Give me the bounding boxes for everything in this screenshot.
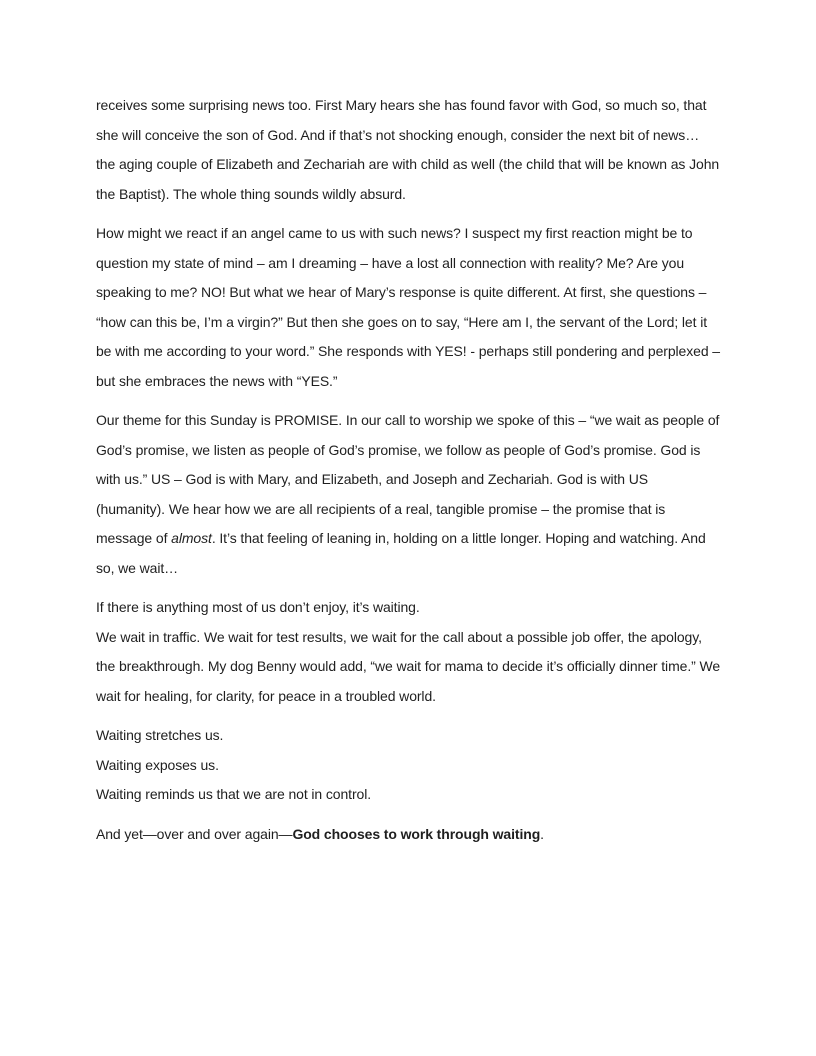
document-body (96, 91, 720, 849)
text-run: If there is anything most of us don’t enjoy, it’s waiting. (96, 599, 420, 615)
paragraph (96, 593, 720, 711)
paragraph (96, 219, 720, 396)
text-run: Our theme for this Sunday is PROMISE. In our call to worship we spoke of this – “we wait as people of God’s promise, we listen as people of God’s promise, we follow as people of God’s promise. God is with us.” US – God is with Mary, and Elizabeth, and Joseph and Zechariah. God is with US (humanity). We hear how we are all recipients of a real, tangible promise – the promise that is message of (96, 412, 720, 546)
text-run: Waiting stretches us. (96, 727, 224, 743)
text-run: . It’s that feeling of leaning in, holding on a little longer. Hoping and watching. And so, we wait… (96, 530, 706, 576)
text-run: And yet—over and over again— (96, 825, 293, 842)
text-run: receives some surprising news too. First Mary hears she has found favor with God, so much so, that she will conceive the son of God. And if that’s not shocking enough, consider the next bit of news… the aging couple of Elizabeth and Zechariah are with child as well (the child that will be known as John the Baptist). The whole thing sounds wildly absurd. (96, 97, 720, 202)
text-run: God chooses to work through waiting (292, 825, 541, 842)
text-run: How might we react if an angel came to us with such news? I suspect my first reaction might be to question my state of mind – am I dreaming – have a lost all connection with reality? Me? Are you speaking to me? NO! But what we hear of Mary’s response is quite different. At first, she questions – “how can this be, I’m a virgin?” But then she goes on to say, “Here am I, the servant of the Lord; let it be with me according to your word.” She responds with YES! - perhaps still pondering and perplexed – but she embraces the news with “YES.” (96, 225, 720, 389)
text-run: . (540, 825, 544, 842)
text-run: Waiting exposes us. (96, 756, 219, 773)
paragraph (96, 406, 720, 583)
paragraph (96, 721, 720, 810)
text-run: almost (171, 530, 212, 546)
text-run: We wait in traffic. We wait for test results, we wait for the call about a possible job offer, the apology, the breakthrough. My dog Benny would add, “we wait for mama to decide it’s officially dinner time.” We wait for healing, for clarity, for peace in a troubled world. (96, 628, 721, 704)
paragraph (96, 91, 720, 209)
paragraph (96, 820, 720, 850)
text-run: Waiting reminds us that we are not in control. (96, 786, 372, 802)
